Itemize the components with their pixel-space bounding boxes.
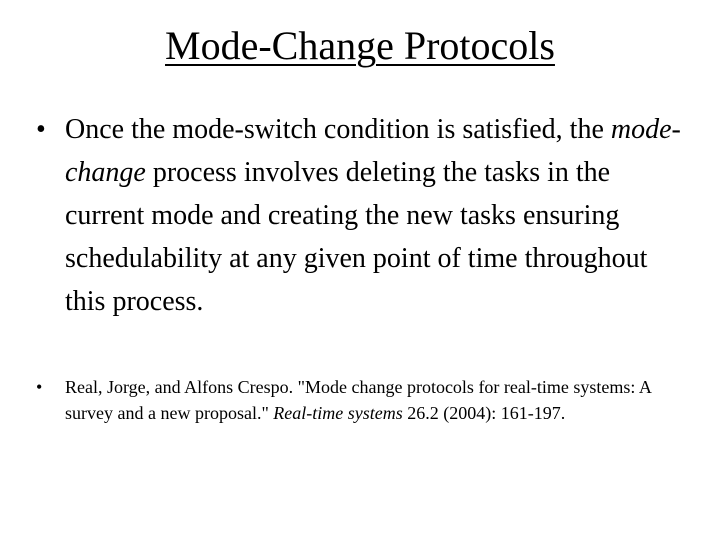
reference-text-part: Real, Jorge, and Alfons Crespo. "Mode change protocols for real-time systems: A survey and a new proposal." — [65, 377, 651, 423]
bullet-text-part: Once the mode-switch condition is satisfied, the — [65, 114, 611, 145]
slide-title: Mode-Change Protocols — [165, 23, 555, 68]
bullet-marker: • — [36, 377, 43, 397]
bullet-text-part: process involves deleting the tasks in the current mode and creating the new tasks ensuring schedulability at any given point of time throughout this process. — [65, 157, 648, 317]
reference-text — [65, 374, 690, 426]
bullet-item-description — [36, 108, 690, 323]
bullet-text — [65, 108, 690, 323]
bullet-item-reference — [36, 374, 690, 426]
bullet-emphasis: mode-change — [65, 114, 681, 188]
reference-text-part: 26.2 (2004): 161-197. — [402, 403, 566, 423]
reference-journal: Real-time systems — [273, 403, 403, 423]
bullet-marker: • — [36, 114, 46, 145]
